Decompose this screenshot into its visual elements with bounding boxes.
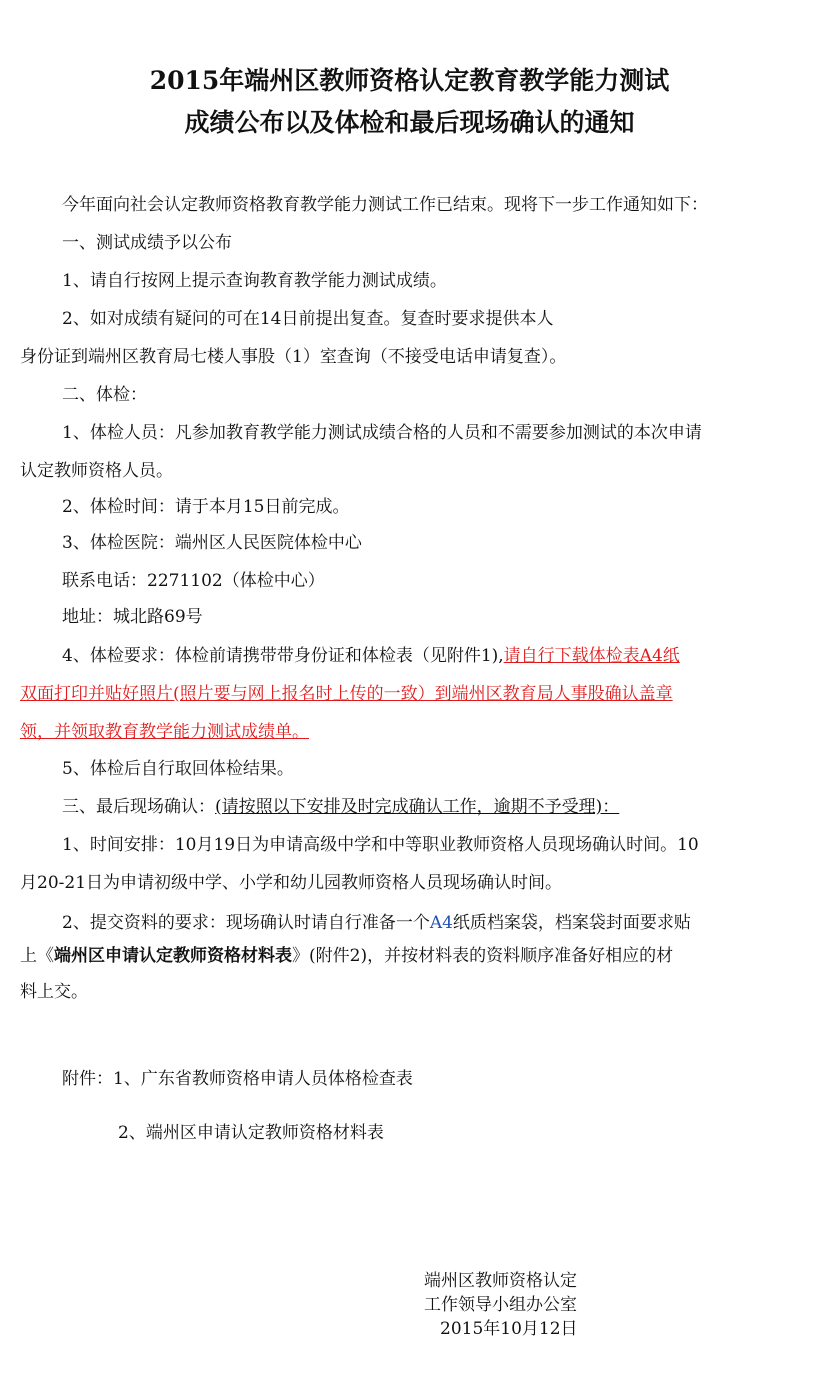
section2-item4-line3: 领，并领取教育教学能力测试成绩单。	[20, 722, 309, 742]
section3-item2-pre: 2、提交资料的要求：现场确认时请自行准备一个	[62, 913, 430, 933]
title-line-2: 成绩公布以及体检和最后现场确认的通知	[184, 108, 635, 137]
section1-item2-line1: 2、如对成绩有疑问的可在14日前提出复查。复查时要求提供本人	[62, 309, 554, 329]
section3-heading	[62, 796, 619, 818]
section3-heading-label: 三、最后现场确认：	[62, 797, 215, 817]
section3-item1-line1: 1、时间安排：10月19日为申请高级中学和中等职业教师资格人员现场确认时间。10	[62, 835, 699, 855]
section3-item2-form-title: 端州区申请认定教师资格材料表	[54, 946, 292, 966]
section2-item4-line1	[62, 645, 680, 667]
section3-item2-line2	[20, 945, 673, 967]
signature-date: 2015年10月12日	[440, 1319, 578, 1339]
signature-line2: 工作领导小组办公室	[424, 1295, 577, 1315]
section3-heading-note: (请按照以下安排及时完成确认工作，逾期不予受理)：	[215, 797, 620, 817]
section3-item2-post: 纸质档案袋，档案袋封面要求贴	[452, 913, 691, 933]
section2-item1-line1: 1、体检人员：凡参加教育教学能力测试成绩合格的人员和不需要参加测试的本次申请	[62, 423, 702, 443]
section1-item2-line2: 身份证到端州区教育局七楼人事股（1）室查询（不接受电话申请复查）。	[20, 347, 567, 367]
section1-item1: 1、请自行按网上提示查询教育教学能力测试成绩。	[62, 271, 447, 291]
section2-address: 地址：城北路69号	[62, 607, 203, 627]
title-line-1: 2015年端州区教师资格认定教育教学能力测试	[149, 66, 670, 95]
section3-item2-line2-post: 》(附件2)，并按材料表的资料顺序准备好相应的材	[292, 946, 674, 966]
section3-item2-a4: A4	[429, 913, 453, 933]
section2-item4-red-start: 请自行下载体检表A4纸	[503, 646, 680, 666]
attachment-item2: 2、端州区申请认定教师资格材料表	[118, 1123, 384, 1143]
section2-heading: 二、体检：	[62, 385, 147, 405]
section3-item1-line2: 月20-21日为申请初级中学、小学和幼儿园教师资格人员现场确认时间。	[20, 873, 563, 893]
section2-item3: 3、体检医院：端州区人民医院体检中心	[62, 533, 362, 553]
section2-item4-line2: 双面打印并贴好照片(照片要与网上报名时上传的一致）到端州区教育局人事股确认盖章	[20, 684, 673, 704]
section2-item2: 2、体检时间：请于本月15日前完成。	[62, 497, 350, 517]
section3-item2-line2-pre: 上《	[20, 946, 54, 966]
intro-paragraph: 今年面向社会认定教师资格教育教学能力测试工作已结束。现将下一步工作通知如下：	[62, 195, 708, 215]
attachment-item1: 附件：1、广东省教师资格申请人员体格检查表	[62, 1069, 413, 1089]
signature-line1: 端州区教师资格认定	[424, 1271, 577, 1291]
section3-item2-line3: 料上交。	[20, 982, 88, 1002]
section2-phone: 联系电话：2271102（体检中心）	[62, 571, 325, 591]
section1-heading: 一、测试成绩予以公布	[62, 233, 232, 253]
section2-item4-plain: 4、体检要求：体检前请携带带身份证和体检表（见附件1),	[62, 646, 504, 666]
section2-item1-line2: 认定教师资格人员。	[20, 461, 173, 481]
section3-item2-line1	[62, 912, 691, 934]
section2-item5: 5、体检后自行取回体检结果。	[62, 759, 294, 779]
